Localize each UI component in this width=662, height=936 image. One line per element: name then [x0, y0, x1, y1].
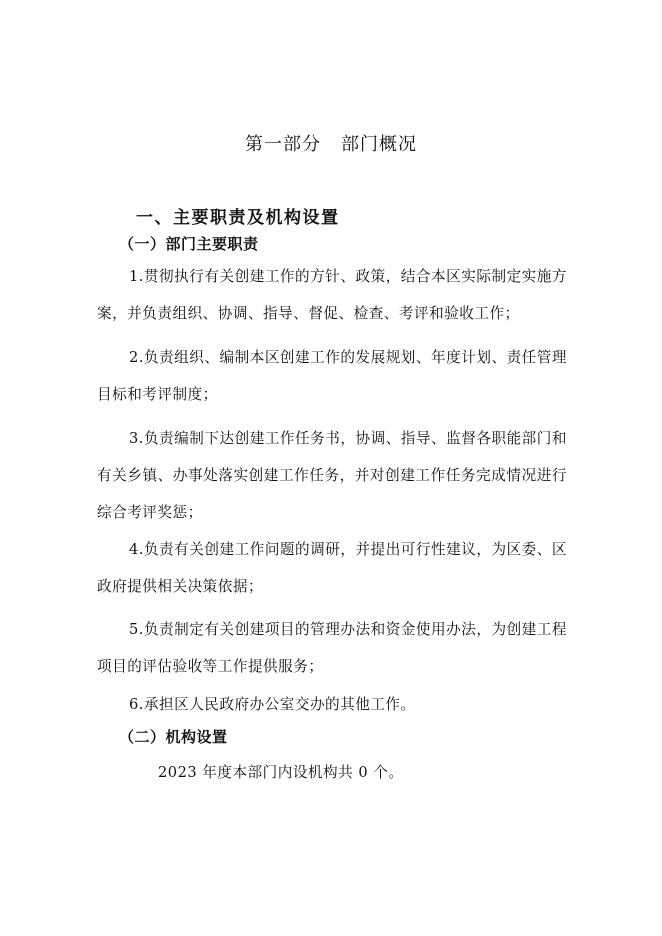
- organization-text: 2023 年度本部门内设机构共 0 个。: [158, 764, 404, 781]
- section-heading-responsibilities: 一、主要职责及机构设置: [136, 208, 340, 228]
- duty-paragraph-4: 4.负责有关创建工作问题的调研，并提出可行性建议，为区委、区政府提供相关决策依据；: [97, 541, 567, 595]
- title-name: 部门概况: [341, 134, 417, 155]
- subsection-heading-organization: （二）机构设置: [119, 728, 228, 746]
- duty-paragraph-6: 6.承担区人民政府办公室交办的其他工作。: [129, 696, 416, 713]
- subsection-heading-duties: （一）部门主要职责: [119, 235, 259, 253]
- duty-paragraph-1: 1.贯彻执行有关创建工作的方针、政策，结合本区实际制定实施方案，并负责组织、协调、指导、督促、检查、考评和验收工作；: [97, 268, 567, 322]
- duty-paragraph-2: 2.负责组织、编制本区创建工作的发展规划、年度计划、责任管理目标和考评制度；: [97, 349, 567, 403]
- duty-paragraph-3: 3.负责编制下达创建工作任务书，协调、指导、监督各职能部门和有关乡镇、办事处落实创建工作任务，并对创建工作任务完成情况进行综合考评奖惩；: [97, 430, 567, 521]
- page-title: [0, 130, 662, 156]
- duty-paragraph-5: 5.负责制定有关创建项目的管理办法和资金使用办法，为创建工程项目的评估验收等工作提供服务；: [97, 621, 567, 675]
- title-part: 第一部分: [245, 134, 321, 155]
